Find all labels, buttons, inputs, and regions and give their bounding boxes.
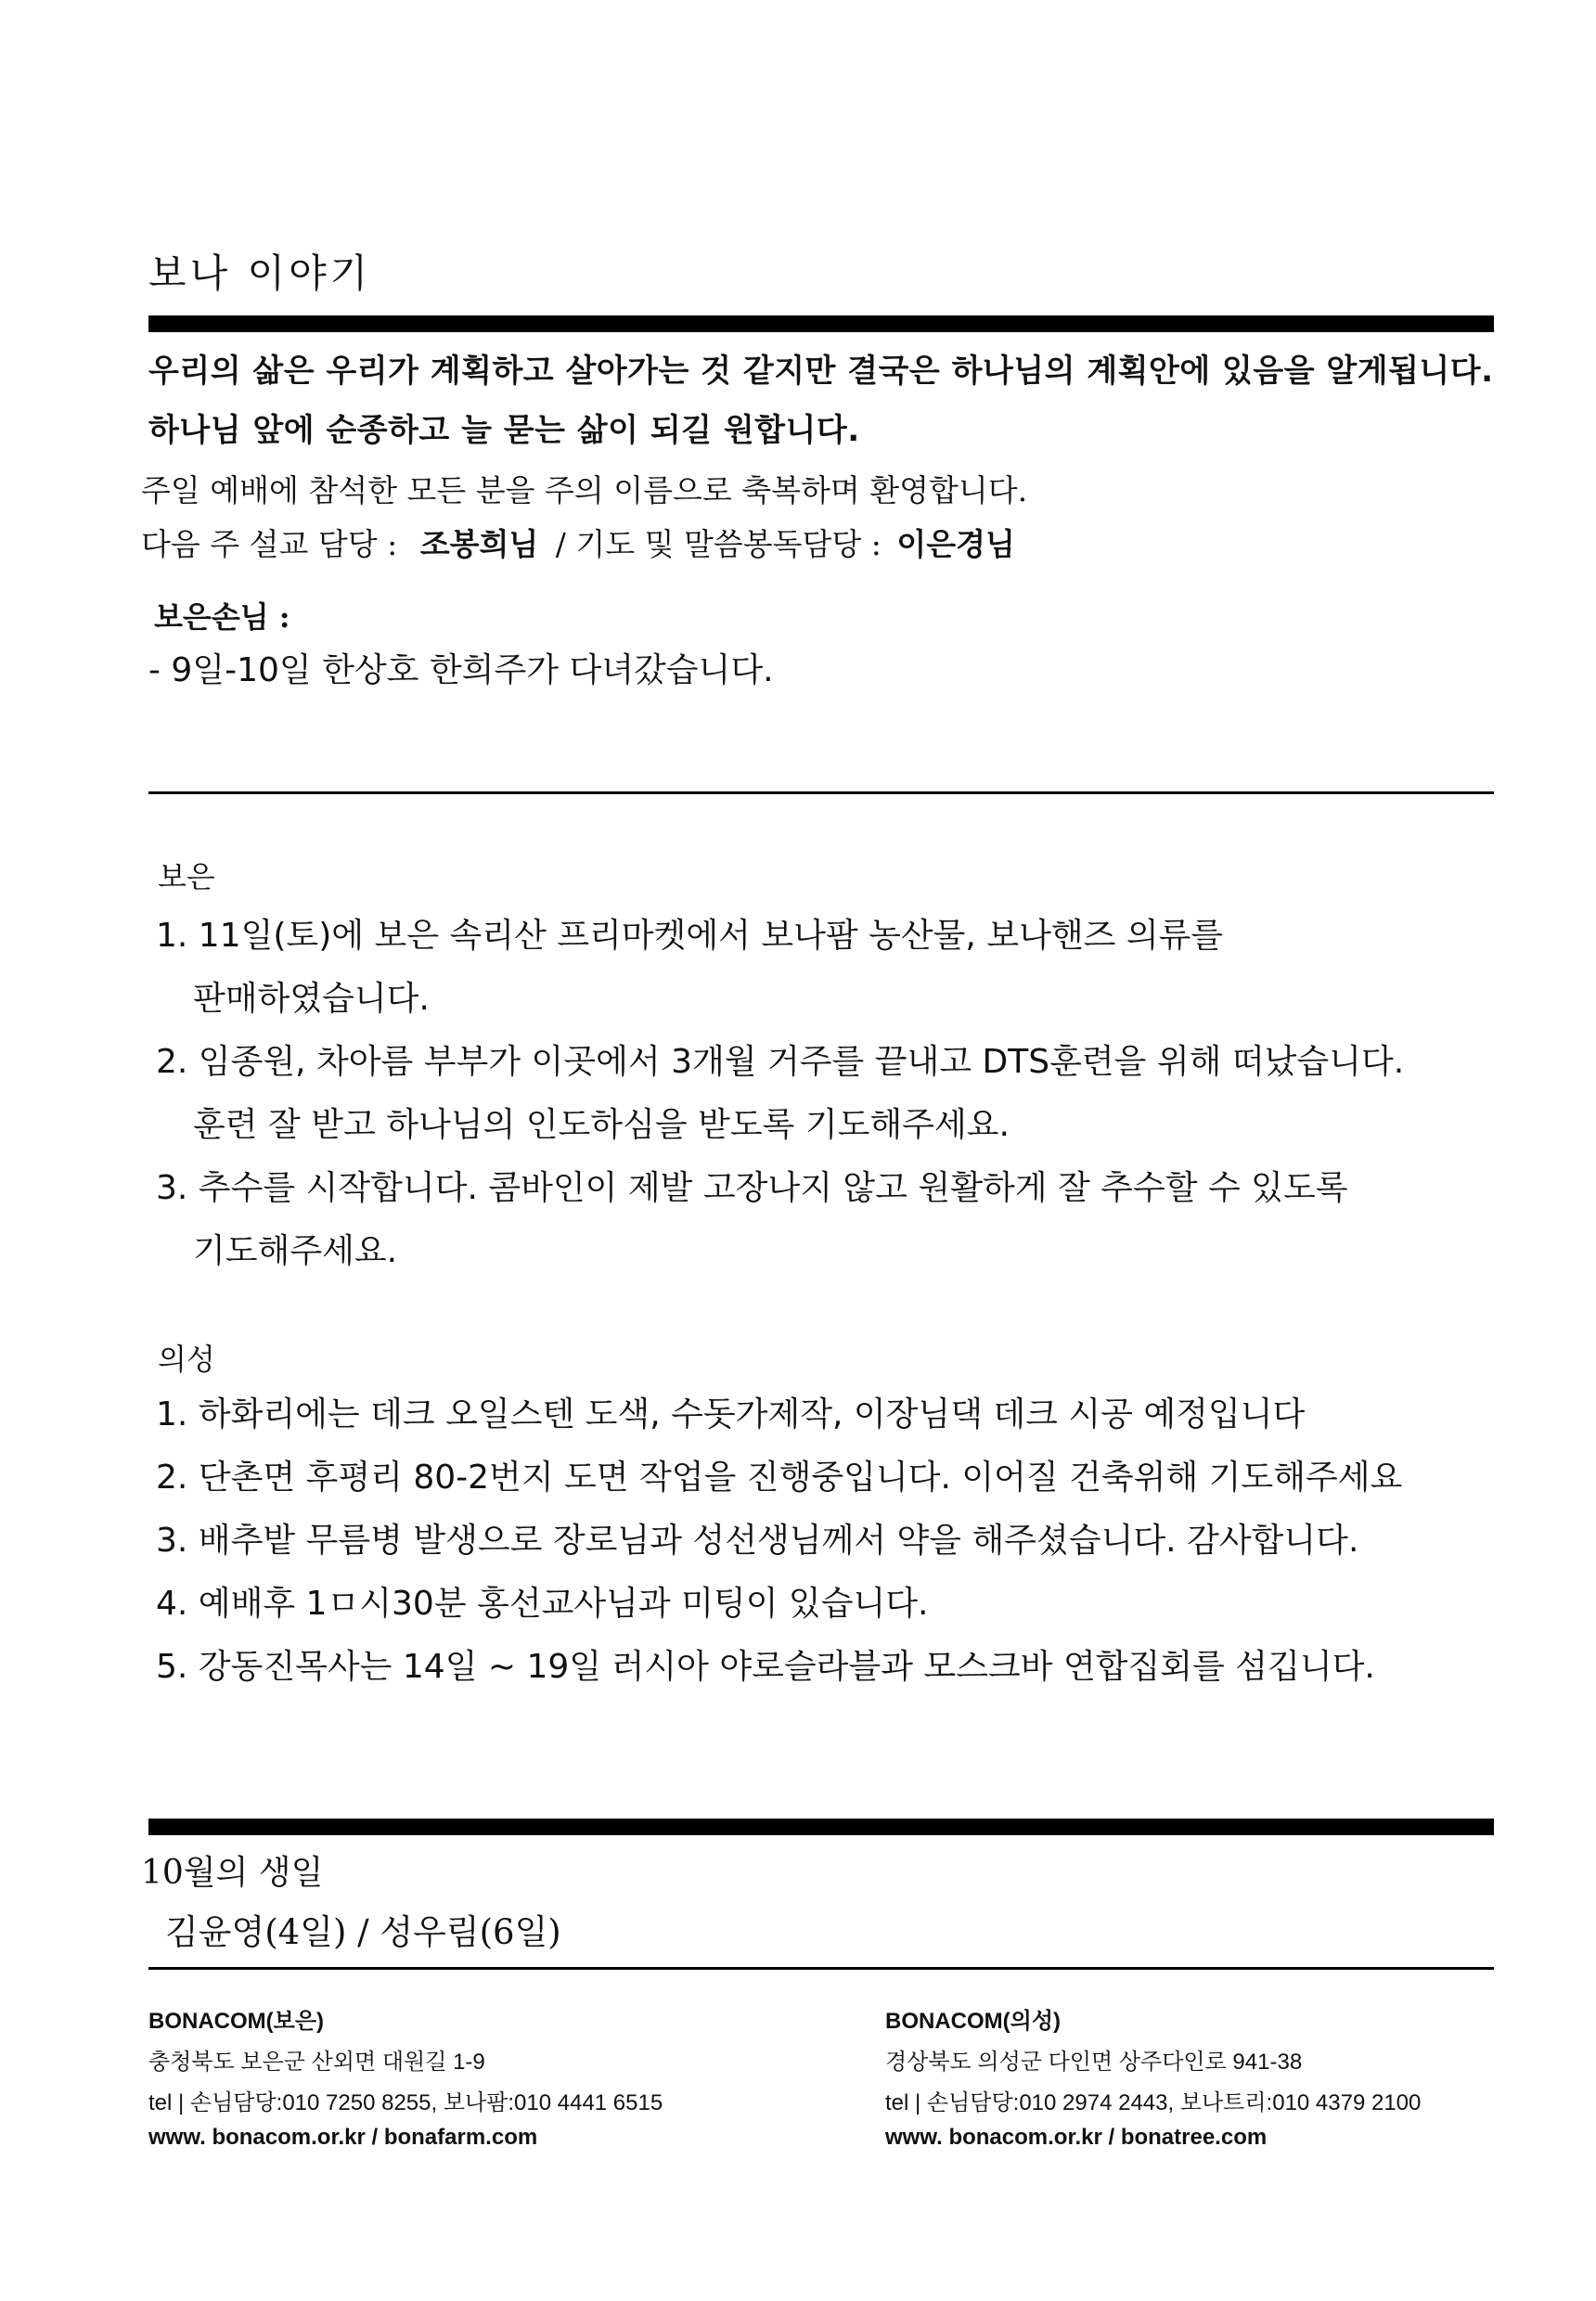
footer-right-web[interactable]: www. bonacom.or.kr / bonatree.com xyxy=(885,2125,1268,2150)
next-week-label: 다음 주 설교 담당 : xyxy=(141,526,398,562)
footer-left-address: 충청북도 보은군 산외면 대원길 1-9 xyxy=(148,2050,485,2075)
birthday-heading: 10월의 생일 xyxy=(141,1854,324,1892)
next-week-line xyxy=(141,521,1015,564)
guests-text: - 9일-10일 한상호 한희주가 다녀갔습니다. xyxy=(148,651,774,689)
footer-right-tel: tel | 손님담당:010 2974 2443, 보나트리:010 4379 2100 xyxy=(885,2090,1422,2115)
footer-right-name: BONACOM(의성) xyxy=(885,2009,1062,2034)
intro-line-1: 우리의 삶은 우리가 계획하고 살아가는 것 같지만 결국은 하나님의 계획안에 있음을 알게됩니다. xyxy=(148,353,1494,390)
footer-left-name: BONACOM(보은) xyxy=(148,2009,325,2034)
footer-left-web[interactable]: www. bonacom.or.kr / bonafarm.com xyxy=(148,2125,538,2150)
boeun-item-2-line-2: 훈련 잘 받고 하나님의 인도하심을 받도록 기도해주세요. xyxy=(193,1106,1010,1144)
uiseong-heading: 의성 xyxy=(158,1342,215,1377)
boeun-heading: 보은 xyxy=(158,859,215,894)
birthday-divider xyxy=(148,1819,1494,1835)
prayer-name: 이은경님 xyxy=(896,526,1015,562)
uiseong-item-4: 4. 예배후 1ㅁ시30분 홍선교사님과 미팅이 있습니다. xyxy=(156,1585,929,1623)
uiseong-item-2: 2. 단촌면 후평리 80-2번지 도면 작업을 진행중입니다. 이어질 건축위해 기도해주세요 xyxy=(156,1459,1403,1497)
next-week-separator: / 기도 및 말씀봉독담당 : xyxy=(555,526,882,562)
boeun-item-3-line-2: 기도해주세요. xyxy=(193,1232,398,1270)
boeun-item-2-line-1: 2. 임종원, 차아름 부부가 이곳에서 3개월 거주를 끝내고 DTS훈련을 위해 떠났습니다. xyxy=(156,1043,1405,1081)
boeun-item-1-line-1: 1. 11일(토)에 보은 속리산 프리마켓에서 보나팜 농산물, 보나핸즈 의류를 xyxy=(156,917,1224,955)
boeun-item-1-line-2: 판매하였습니다. xyxy=(193,980,430,1018)
title-divider xyxy=(148,315,1494,332)
footer-rule xyxy=(148,1967,1494,1970)
section-rule xyxy=(148,791,1494,794)
birthday-names: 김윤영(4일) / 성우림(6일) xyxy=(165,1912,561,1952)
footer-left-tel: tel | 손님담당:010 7250 8255, 보나팜:010 4441 6515 xyxy=(148,2090,663,2115)
uiseong-item-1: 1. 하화리에는 데크 오일스텐 도색, 수돗가제작, 이장님댁 데크 시공 예정입니다 xyxy=(156,1395,1306,1433)
boeun-item-3-line-1: 3. 추수를 시작합니다. 콤바인이 제발 고장나지 않고 원활하게 잘 추수할 수 있도록 xyxy=(156,1169,1348,1207)
page-title: 보나 이야기 xyxy=(148,251,372,296)
guests-label: 보은손님 : xyxy=(154,599,290,635)
preacher-name: 조봉희님 xyxy=(419,526,539,562)
uiseong-item-3: 3. 배추밭 무름병 발생으로 장로님과 성선생님께서 약을 해주셨습니다. 감사합니다. xyxy=(156,1522,1359,1560)
welcome-text: 주일 예배에 참석한 모든 분을 주의 이름으로 축복하며 환영합니다. xyxy=(141,472,1028,508)
footer-right-address: 경상북도 의성군 다인면 상주다인로 941-38 xyxy=(885,2050,1303,2075)
uiseong-item-5: 5. 강동진목사는 14일 ~ 19일 러시아 야로슬라블과 모스크바 연합집회를 섬깁니다. xyxy=(156,1648,1375,1686)
intro-line-2: 하나님 앞에 순종하고 늘 묻는 삶이 되길 원합니다. xyxy=(148,412,860,449)
